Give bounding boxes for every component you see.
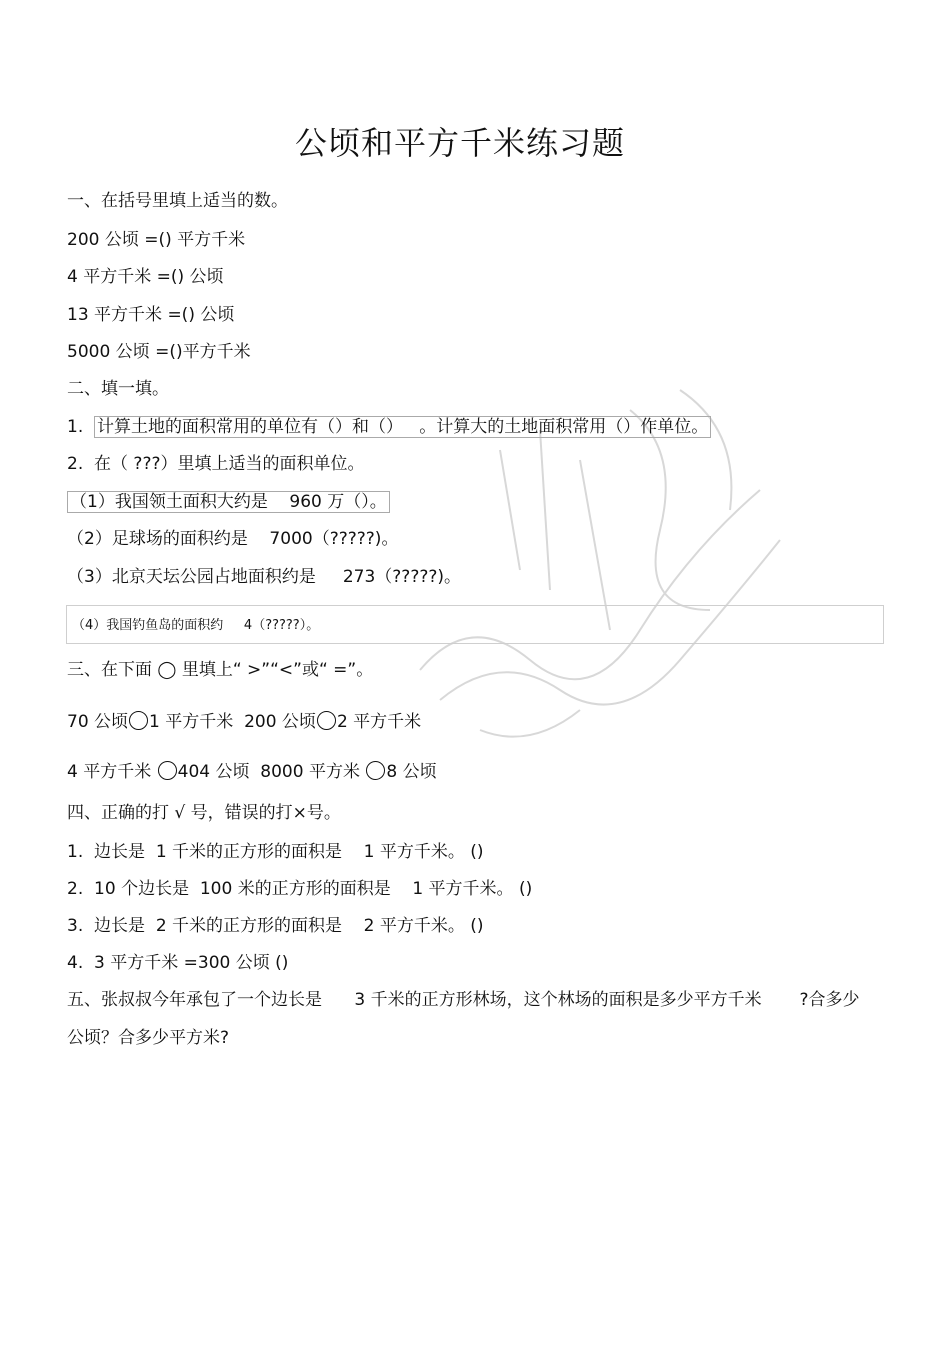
section1-item-3: 13 平方千米 =() 公顷 [67,305,235,325]
section4-item-3: 3. 边长是 2 千米的正方形的面积是 2 平方千米。 () [67,916,484,936]
q1-text: 计算土地的面积常用的单位有（）和（） 。计算大的土地面积常用（）作单位。 [94,416,711,438]
section1-heading: 一、在括号里填上适当的数。 [67,191,288,211]
section5-line-1: 五、张叔叔今年承包了一个边长是 3 千米的正方形林场，这个林场的面积是多少平方千米 ?合多少 [67,990,860,1010]
section4-heading: 四、正确的打 √ 号，错误的打×号。 [67,803,341,823]
page-title: 公顷和平方千米练习题 [294,124,625,162]
answer-circle[interactable] [158,761,177,780]
answer-circle[interactable] [366,761,385,780]
answer-circle[interactable] [129,711,148,730]
section2-sub1 [67,490,390,514]
section2-sub2: （2）足球场的面积约是 7000（?????)。 [67,529,399,549]
section2-q2: 2. 在（ ???）里填上适当的面积单位。 [67,454,365,474]
section3-row-1 [67,710,421,734]
section5-line-2: 公顷？合多少平方米? [67,1028,230,1048]
answer-circle[interactable] [317,711,336,730]
section3-heading: 三、在下面 ◯ 里填上“ >”“<”或“ =”。 [67,660,374,680]
sub1-text: （1）我国领土面积大约是 960 万（）。 [67,491,390,513]
section4-item-4: 4. 3 平方千米 =300 公顷 () [67,953,289,973]
section1-item-4: 5000 公顷 =()平方千米 [67,342,251,362]
section2-sub3: （3）北京天坛公园占地面积约是 273（?????)。 [67,567,462,587]
cmp-2-mid: 404 公顷 8000 平方米 [177,762,366,782]
section4-item-1: 1. 边长是 1 千米的正方形的面积是 1 平方千米。 () [67,842,484,862]
section2-sub4: （4）我国钓鱼岛的面积约 4（?????）。 [72,618,320,633]
section4-item-2: 2. 10 个边长是 100 米的正方形的面积是 1 平方千米。 () [67,879,533,899]
section1-item-2: 4 平方千米 =() 公顷 [67,267,224,287]
section2-q1 [67,415,711,439]
section3-row-2 [67,760,437,784]
cmp-2-left: 4 平方千米 [67,762,157,782]
cmp-1-left: 70 公顷 [67,712,129,732]
section2-heading: 二、填一填。 [67,379,169,399]
section1-item-1: 200 公顷 =() 平方千米 [67,230,246,250]
cmp-1-right: 2 平方千米 [336,712,422,732]
q1-number: 1. [67,417,84,437]
cmp-1-mid: 1 平方千米 200 公顷 [149,712,316,732]
cmp-2-right: 8 公顷 [386,762,437,782]
